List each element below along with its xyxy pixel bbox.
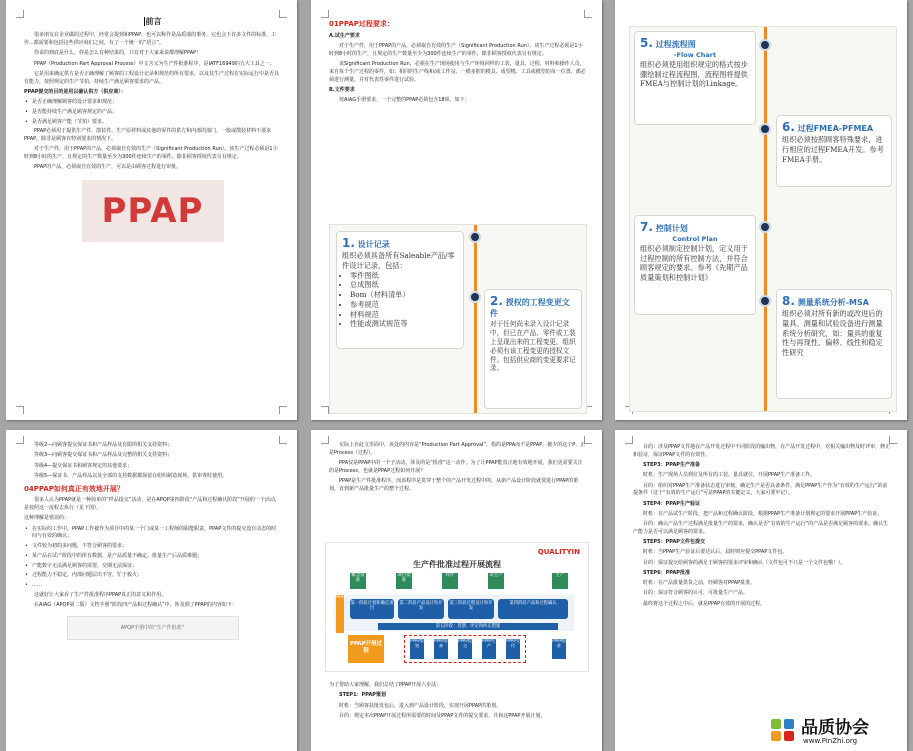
- step-heading: STEP5：PPAP文件包提交: [643, 539, 705, 545]
- list-item: • 产能数字无法满足顾客的需要，交期无法保证；: [24, 563, 281, 571]
- text-cursor: [144, 17, 145, 26]
- list-item: • 是否能持续生产满足顾客规定的产品；: [24, 109, 281, 117]
- section-heading: 01PPAP过程要求：: [329, 20, 394, 28]
- paragraph: PPAP的产品，必须取自有效的生产，可以是由顾客过程进行审批。: [34, 164, 182, 171]
- card-body: 组织必须制定控制计划，定义用于过程控制的所有控制方法，并符合顾客规定的要求。参考《先期产品质量策划和控制计划》: [640, 243, 748, 283]
- crop-mark: [625, 436, 633, 444]
- paragraph: 这种理解是错误的：: [24, 515, 70, 522]
- paragraph: 目的：确认产品生产过程满足批量生产的要求，确认是否“有效的生产运行”的产品是否满足顾客的要求，确认生产能力是否可以满足顾客的要求。: [633, 521, 889, 535]
- list-item: • 是否满足顾客产能（节拍）要求。: [24, 119, 281, 127]
- paragraph: 时机：生产现场人员到位及所有的工装、量具就位，开展PPAP生产准备工作。: [643, 472, 816, 479]
- card-title: 6. 过程FMEA-PFMEA: [782, 120, 874, 134]
- timeline-dot: [759, 39, 771, 51]
- timeline-dot: [759, 221, 771, 233]
- paragraph: 按AIAG手册要求，一个完整的PPAP必须包含18项，如下：: [339, 97, 470, 104]
- card-body: 对于任何尚未录入设计记录中，但已在产品、零件或工装上呈现出来的工程变更，组织必须有该工程变更的授权文件。包括供应商的变更要求记录。: [490, 319, 576, 373]
- phase-box: 第二阶段产品设计和开发: [398, 599, 444, 619]
- list-item: • 在实际的工作中，PPAP工作被作为项目中的某一个门或某一工程师的职能职责，PPAP文件的提交没有动态的时间与有效的确认；: [24, 526, 281, 542]
- document-page-1: [6, 0, 297, 420]
- subsection-heading: B.文件要求: [329, 86, 355, 93]
- crop-mark: [889, 436, 897, 444]
- apqp-label: APQP: [336, 595, 344, 633]
- card-body: 组织必须对所有新的或改进后的量具、测量和试验设备进行测量系统分析研究，如：量具的重复性与再现性、偏移、线性和稳定性研究: [782, 309, 883, 358]
- list-item: • 材料规范: [350, 310, 458, 320]
- paragraph: 时机：当顾客获批发包后，进入到产品设计阶段，实现开展PPAP的策划。: [339, 702, 502, 709]
- ppap-flow-diagram: [325, 542, 589, 672]
- crop-mark: [321, 436, 329, 444]
- step-heading: STEP3：PPAP生产准备: [643, 462, 700, 468]
- milestone: 样件: [442, 573, 458, 589]
- ppap-logo-text: PPAP: [101, 190, 204, 231]
- diagram-title: 生产件批准过程开展流程: [413, 560, 501, 569]
- paragraph: 你说的到底是什么，你是怎么有种结果的，只有对于大家来说都理解PPAP！: [34, 50, 202, 57]
- paragraph: 对于生产件，用于PPAP的产品，必须取自有效的生产（Significant Production Run）。该生产过程必须是1小时到8小时的生产，且规定的生产数量至少为300件连续生产的零件，除非顾客授权代表另有规定。: [329, 43, 583, 57]
- list-item: • 参考规范: [350, 300, 458, 310]
- crop-mark: [16, 10, 24, 18]
- list-item: • Bom（材料清单）: [350, 290, 458, 300]
- list-item: • 是否正确理解顾客的设计要求和规范；: [24, 99, 281, 107]
- feedback-bar: 第五阶段：反馈、评定和纠正措施: [378, 623, 558, 630]
- pinzhi-logo-icon: [769, 717, 797, 743]
- card-subtitle: Control Plan: [672, 235, 718, 244]
- paragraph: 目的：保证提交给顾客的满足于顾客的要求评审和确认（文件包可不只是一个文件包哦！）。: [643, 559, 846, 566]
- ppap-step: PPAP批准: [552, 639, 566, 659]
- ppap-step: PPAP生产: [482, 639, 496, 659]
- paragraph: 目的：规定本次PPAP开展过程所需要的时间及PPAP文件的提交要求，并和这PPAP开展计划。: [339, 712, 546, 719]
- step-heading: STEP1：PPAP策划: [339, 692, 386, 699]
- card-body: 组织必须按照顾客特殊要求，进行相应的过程FMEA开发。参考FMEA手册。: [782, 135, 884, 164]
- paragraph: 目的：保证符合顾客的认可，可批量生产产品。: [643, 590, 749, 597]
- paragraph: 在AIAG（APQP第二版）文档手册“阶段四产品和过程确认”中，涉及到了PPAP的内容如下：: [34, 602, 237, 609]
- paragraph: 最终将这个过程之中后，就是PPAP有效的开展的过程。: [643, 600, 766, 607]
- document-page-5: [311, 430, 602, 751]
- apqp-manual-image: APQP手册中的“生产件批准”: [67, 616, 239, 640]
- card-control-plan: [634, 215, 756, 315]
- paragraph: 等级3—向顾客提交保证书和产品样品及完整的相关支持资料；: [34, 452, 173, 459]
- card-title: 7. 控制计划: [640, 220, 688, 234]
- ppap-step: PPAP策划: [410, 639, 424, 659]
- timeline-dot: [469, 291, 481, 303]
- card-title: 8. 测量系统分析-MSA: [782, 294, 869, 308]
- milestone: 项目批准: [396, 573, 412, 589]
- crop-mark: [321, 10, 329, 18]
- document-page-3: [615, 0, 907, 420]
- paragraph: 目的：涉及PPAP文件地在产品开发过程中不同阶段的输出物，在产品开发过程中，对相关输出物及时评审，修正和验证，保证PPAP文件的有效性。: [633, 444, 891, 458]
- quality-in-logo: QUALITYIN: [537, 548, 580, 556]
- ppap-step: PPAP准备: [434, 639, 448, 659]
- ppap-logo-image: [82, 180, 224, 242]
- document-page-4: [6, 430, 297, 751]
- crop-mark: [16, 436, 24, 444]
- page-heading: 前言: [145, 17, 162, 26]
- card-design-record: [336, 231, 464, 349]
- card-subtitle: -Flow Chart: [673, 51, 717, 60]
- paragraph: 目的：组织对PPAP生产准备状态进行审核，确定生产是否具备条件，满足PPAP生产作为“有效的生产运行”的前提条件（这个“有效的生产运行”可是PPAP的关键定义，大家可要牢记）。: [633, 482, 888, 497]
- ppap-process-label: PPAP开展过程: [348, 635, 384, 663]
- milestone: 生产: [552, 573, 568, 589]
- list-item: • 性能或测试规范等: [350, 319, 458, 329]
- paragraph: 时机：当PPAP生产验证后要达认后，届时则应提交PPAP文件包。: [643, 549, 788, 556]
- list-item: • 总成图纸: [350, 280, 458, 290]
- step-heading: STEP4：PPAP生产验证: [643, 500, 700, 507]
- timeline-dot: [759, 295, 771, 307]
- ppap-step: PPAP提交: [458, 639, 472, 659]
- card-msa: [776, 289, 892, 399]
- pinzhi-watermark: [769, 709, 909, 749]
- crop-mark: [16, 406, 24, 414]
- paragraph: 很多人认为PPAP就是一种简单的“样品提交”活动，是在APQP第四阶段“产品和过程确认阶段”开展的一个活动，是按照这一流程去执行（见下图）。: [24, 497, 280, 512]
- list-item: • 某产品在试产阶段中的所有数据，是产品质量不确定，批量生产后品质难题；: [24, 553, 281, 561]
- list-item: • ……: [24, 582, 281, 590]
- document-page-6: [615, 430, 907, 751]
- section-heading: 04PPAP如何真正有效地开展？: [24, 484, 124, 493]
- milestone: 试生产: [488, 573, 504, 589]
- card-engineering-change: [484, 289, 582, 409]
- paragraph: PPAP必须用于提供生产件、散装件、生产原材料或其他的零件的供方和内部的部门，一般或散装材料不要求PPAP，除非是顾客有特别要求的情况下。: [24, 128, 272, 143]
- card-body: 组织必须具备所有Saleable产品/零件设计记录，包括：: [342, 251, 455, 270]
- timeline-dot: [759, 123, 771, 135]
- crop-mark: [279, 406, 287, 414]
- list-item: • 过程能力不稳定，内部问题层出不穷，忙于救火；: [24, 572, 281, 580]
- paragraph: 为了帮助大家理解，我们总结了PPAP开展六步法：: [329, 682, 442, 688]
- card-title: 5. 过程流程图: [640, 36, 696, 50]
- list-item: • 零件图纸: [350, 271, 458, 281]
- document-page-2: [311, 0, 602, 420]
- card-pfmea: [776, 115, 892, 187]
- card-flow-chart: [634, 31, 756, 125]
- milestone: 概念批准: [350, 573, 366, 589]
- card-body: 组织必须使用组织规定的格式按步骤绘制过程流程图，流程图将提供FMEA与控制计划的Linkage。: [640, 59, 748, 89]
- card-title: 2. 授权的工程变更文件: [490, 294, 570, 319]
- paragraph: PPAP（Production Part Approval Process）中文含义为生产件批准程序，是IATF16949的五大工具之一。: [34, 60, 275, 67]
- timeline-line: [764, 27, 767, 411]
- paragraph: 实际上在此文里面中，该处的内容是“Production Part Approval”，指的是PPA而不是PPAP，被少的这个P，正是Process（过程）。: [329, 442, 586, 456]
- subsection-heading: A.试生产要求: [329, 32, 360, 39]
- paragraph: 等级2—向顾客提交保证书和产品样品及有限的相关支持资料；: [34, 442, 173, 448]
- paragraph: 很多朋友在企业做的过程中，经常会提到和PPAP，也可以称作是品质部的事务，它也会下许多文件的标准，工作...都需要和包括这些供应商们之间，有了一个统一的“语言”。: [24, 32, 277, 47]
- paragraph: PPAP提交的目的是用以确认供方（供应商）：: [24, 88, 126, 95]
- watermark-name: 品质协会: [801, 718, 869, 738]
- crop-mark: [321, 406, 329, 414]
- list-item: • 文件较为初的多问题，不符合顾客的要求；: [24, 543, 281, 551]
- watermark-url: www.PinZhi.org: [803, 737, 858, 745]
- paragraph: 该Significant Production Run，必须在生产现场使用与生产环境同样的工装、量具、过程、材料和操作人员，来自每个生产过程的零件，如：相同的生产线和/或工作站、一模多腔的模具、成型模、工具或模型的每一位置，都必须进行测量，并对代表性零件进行试验。: [329, 61, 586, 83]
- card-title: 1. 设计记录: [342, 236, 390, 250]
- ppap-step: PPAP交付: [506, 639, 520, 659]
- phase-box: 第三阶段过程设计和开发: [448, 599, 494, 619]
- paragraph: 对于生产件，用于PPAP的产品，必须取自有效的生产（Significant Production Run）。该生产过程必须是1小时到8小时的生产，且规定的生产数量至少为300件连续生产的零件，除非顾客授权代表另有规定。: [24, 146, 278, 161]
- infographic: [329, 224, 587, 414]
- timeline-dot: [469, 231, 481, 243]
- phase-box: 第四阶段产品和过程确认: [498, 599, 568, 619]
- paragraph: PPAP是生产件批准程序，而该程序是贯穿于整个的产品开发过程中的，从新产品设计阶段就要进行PPAP的策划，直到新产品批量生产的整个过程。: [329, 478, 579, 492]
- timeline-line: [474, 225, 477, 413]
- phase-box: 第一阶段计划和确定项目: [350, 599, 394, 619]
- paragraph: 等级4—提交保证书和顾客规定的其他要求；: [34, 462, 133, 469]
- paragraph: 这就好让大家看了生产件批准程序PPAP真正的意义和作用。: [34, 591, 167, 598]
- paragraph: 时机：在产品试生产阶段，把产品和过程确认阶段，根据PPAP生产准备计划规定的要求开展PPAP生产验证。: [643, 510, 883, 517]
- infographic: [629, 26, 897, 412]
- paragraph: 它是用来确定供方是否正确理解了顾客的工程设计记录和规范的所有要求，以及其生产过程在实际运行中是否具有能力，按照规定的生产节拍，持续生产满足顾客要求的产品。: [24, 70, 280, 85]
- paragraph: 时机：在产品批量供货之前，经顾客对PPAP批准。: [643, 580, 756, 586]
- paragraph: 等级5—保证书、产品样品以及全部的支持数据都保留在组织制造现场，供审查时使用。: [34, 472, 228, 479]
- paragraph: PPA仅是PPAP中的一个子活动，涉及的是“批准”这一动作，为了让PPAP能真正地有效地开展，我们更需要关注的是Process，也就是PPAP过程如何开展？: [329, 460, 583, 474]
- card-list: [342, 271, 458, 329]
- step-heading: STEP6：PPAP批准: [643, 569, 690, 576]
